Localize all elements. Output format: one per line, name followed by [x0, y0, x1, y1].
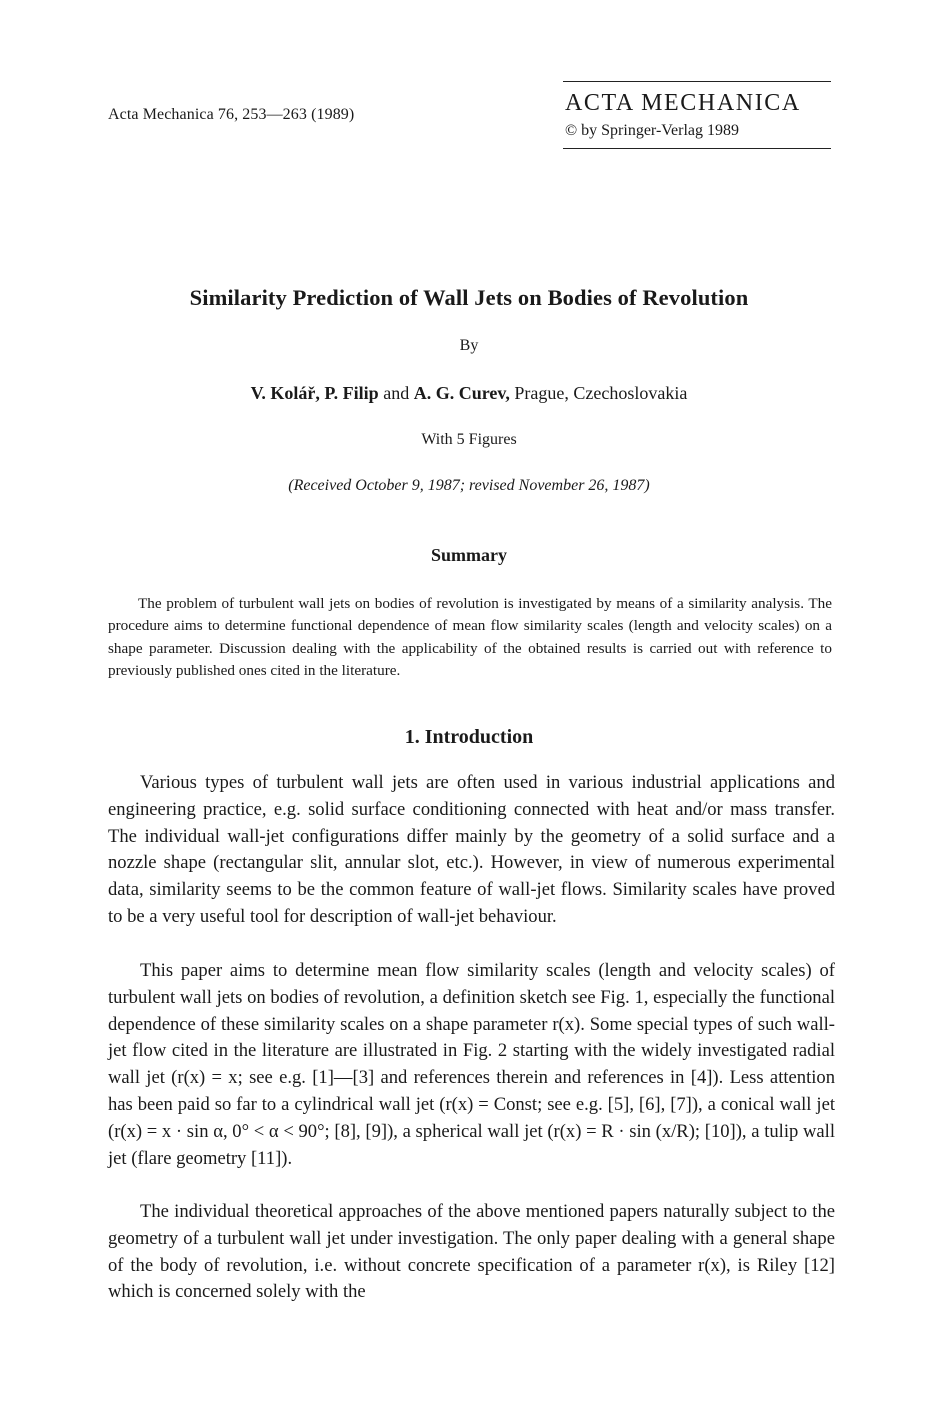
paper-title: Similarity Prediction of Wall Jets on Bodies of Revolution [189, 285, 749, 310]
author-name: P. Filip [324, 383, 379, 403]
author-name: A. G. Curev, [413, 383, 510, 403]
figures-note: With 5 Figures [421, 431, 517, 448]
author-list [0, 383, 938, 404]
copyright-notice: © by Springer-Verlag 1989 [565, 122, 740, 139]
received-dates: (Received October 9, 1987; revised November 26, 1987) [288, 477, 650, 494]
journal-citation: Acta Mechanica 76, 253—263 (1989) [108, 106, 355, 123]
author-conjunction: and [383, 383, 410, 403]
introduction-paragraph: This paper aims to determine mean flow similarity scales (length and velocity scales) of turbulent wall jets on bodies of revolution, a definition sketch see Fig. 1, especially the functional dependence of these similarity scales on a shape parameter r(x). Some special types of such wall-jet flow cited in the literature are illustrated in Fig. 2 starting with the widely investigated radial wall jet (r(x) = x; see e.g. [1]—[3] and references therein and references in [4]). Less attention has been paid so far to a cylindrical wall jet (r(x) = Const; see e.g. [5], [6], [7]), a conical wall jet (r(x) = x · sin α, 0° < α < 90°; [8], [9]), a spherical wall jet (r(x) = R · sin (x/R); [10]), a tulip wall jet (flare geometry [11]). [108, 960, 835, 1169]
author-name: V. Kolář, [250, 383, 320, 403]
introduction-paragraph: The individual theoretical approaches of the above mentioned papers naturally subject to the geometry of a turbulent wall jet under investigation. The only paper dealing with a general shape of the body of revolution, i.e. without concrete specification of a parameter r(x), is Riley [12] which is concerned solely with the [108, 1201, 835, 1303]
introduction-paragraph: Various types of turbulent wall jets are often used in various industrial applications and engineering practice, e.g. solid surface conditioning connected with heat and/or mass transfer. The individual wall-jet configurations differ mainly by the geometry of a solid surface and a nozzle shape (rectangular slit, annular slot, etc.). However, in view of numerous experimental data, similarity seems to be the common feature of wall-jet flows. Similarity scales have proved to be a very useful tool for description of wall-jet behaviour. [108, 772, 835, 927]
section-heading-introduction: 1. Introduction [404, 726, 534, 748]
summary-text: The problem of turbulent wall jets on bodies of revolution is investigated by means of a similarity analysis. The procedure aims to determine functional dependence of mean flow similarity scales (length and velocity scales) on a shape parameter. Discussion dealing with the applicability of the obtained results is carried out with reference to previously published ones cited in the literature. [108, 595, 832, 679]
journal-name: ACTA MECHANICA [565, 90, 801, 116]
author-location: Prague, Czechoslovakia [514, 383, 688, 403]
summary-heading: Summary [431, 545, 507, 565]
byline: By [459, 337, 479, 354]
journal-masthead [563, 81, 831, 149]
